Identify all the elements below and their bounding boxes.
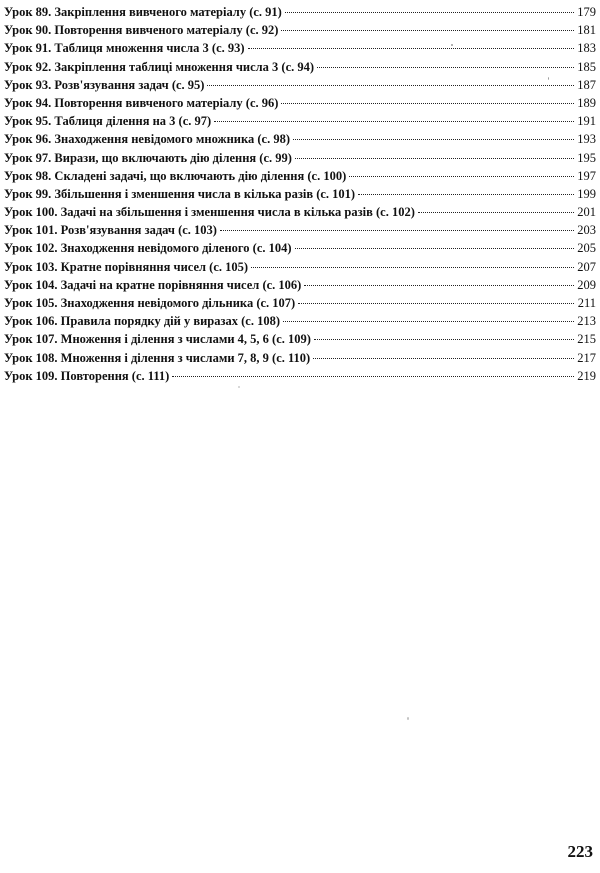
scan-speck [451,44,453,46]
toc-dot-leader [214,121,574,122]
toc-dot-leader [172,376,574,377]
scan-speck [548,77,549,80]
toc-entry [4,21,596,39]
toc-entry-title: Урок 102. Знаходження невідомого діленого (с. 104) [4,241,292,256]
toc-entry-title: Урок 98. Складені задачі, що включають дію ділення (с. 100) [4,168,347,183]
toc-entry-title: Урок 95. Таблиця ділення на 3 (с. 97) [4,114,212,129]
toc-entry-page: 207 [577,259,596,274]
toc-entry-title: Урок 107. Множення і ділення з числами 4, 5, 6 (с. 109) [4,332,311,347]
toc-entry-title: Урок 90. Повторення вивченого матеріалу (с. 92) [4,23,279,38]
toc-entry [4,58,596,76]
toc-entry [4,39,596,57]
toc-entry-title: Урок 94. Повторення вивченого матеріалу (с. 96) [4,95,279,110]
toc-dot-leader [283,321,574,322]
toc-dot-leader [248,48,574,49]
toc-entry [4,221,596,239]
toc-dot-leader [418,212,574,213]
toc-dot-leader [298,303,574,304]
toc-entry-page: 183 [577,41,596,56]
toc-entry [4,112,596,130]
toc-entry-title: Урок 100. Задачі на збільшення і зменшення числа в кілька разів (с. 102) [4,205,415,220]
toc-entry-page: 219 [577,368,596,383]
toc-dot-leader [349,176,574,177]
toc-entry-page: 201 [577,205,596,220]
toc-entry-title: Урок 97. Вирази, що включають дію ділення (с. 99) [4,150,292,165]
toc-dot-leader [304,285,574,286]
toc-dot-leader [314,339,574,340]
toc-entry [4,167,596,185]
toc-entry-title: Урок 101. Розв'язування задач (с. 103) [4,223,217,238]
toc-entry-page: 209 [577,277,596,292]
toc-dot-leader [281,30,574,31]
toc-dot-leader [295,248,574,249]
toc-entry-page: 189 [577,95,596,110]
toc-entry [4,149,596,167]
toc-entry [4,349,596,367]
toc-entry-page: 193 [577,132,596,147]
toc-entry-title: Урок 106. Правила порядку дій у виразах (с. 108) [4,314,281,329]
toc-dot-leader [220,230,574,231]
toc-entry [4,76,596,94]
toc-entry [4,94,596,112]
toc-entry [4,239,596,257]
toc-dot-leader [313,358,574,359]
toc-entry-page: 179 [577,5,596,19]
toc-entry-title: Урок 108. Множення і ділення з числами 7, 8, 9 (с. 110) [4,350,311,365]
toc-entry-title: Урок 103. Кратне порівняння чисел (с. 105) [4,259,249,274]
toc-entry-page: 187 [577,77,596,92]
toc-entry-title: Урок 99. Збільшення і зменшення числа в кілька разів (с. 101) [4,186,356,201]
toc-entry-page: 213 [577,314,596,329]
toc-dot-leader [317,67,574,68]
toc-entry [4,367,596,385]
toc-entry [4,3,596,21]
toc-entry-page: 217 [577,350,596,365]
toc-entry [4,130,596,148]
toc-entry [4,185,596,203]
scan-speck [238,386,240,388]
toc-entry-title: Урок 93. Розв'язування задач (с. 95) [4,77,205,92]
toc-entry-page: 191 [577,114,596,129]
toc-dot-leader [207,85,574,86]
toc-entry-page: 205 [577,241,596,256]
toc-entry-page: 203 [577,223,596,238]
toc-entry-title: Урок 104. Задачі на кратне порівняння чисел (с. 106) [4,277,302,292]
toc-entry [4,203,596,221]
toc-dot-leader [251,267,574,268]
toc-entry-page: 197 [577,168,596,183]
toc-entry-title: Урок 89. Закріплення вивченого матеріалу (с. 91) [4,5,282,19]
toc-entry-page: 215 [577,332,596,347]
toc-entry-title: Урок 91. Таблиця множення числа 3 (с. 93) [4,41,245,56]
toc-entry-page: 199 [577,186,596,201]
toc-entry [4,312,596,330]
toc-dot-leader [293,139,574,140]
toc-entry-title: Урок 92. Закріплення таблиці множення числа 3 (с. 94) [4,59,315,74]
table-of-contents [4,3,596,385]
toc-entry-page: 185 [577,59,596,74]
toc-entry [4,276,596,294]
toc-entry-page: 195 [577,150,596,165]
toc-entry-title: Урок 96. Знаходження невідомого множника (с. 98) [4,132,290,147]
toc-entry-page: 211 [577,296,596,310]
toc-entry [4,330,596,348]
toc-entry [4,294,596,312]
scan-speck [407,717,409,720]
toc-dot-leader [285,12,574,13]
toc-dot-leader [358,194,574,195]
toc-dot-leader [295,158,574,159]
toc-entry-title: Урок 105. Знаходження невідомого дільника (с. 107) [4,296,296,310]
toc-entry [4,258,596,276]
page-number: 223 [567,842,593,861]
toc-dot-leader [281,103,574,104]
toc-entry-page: 181 [577,23,596,38]
toc-entry-title: Урок 109. Повторення (с. 111) [4,368,170,383]
